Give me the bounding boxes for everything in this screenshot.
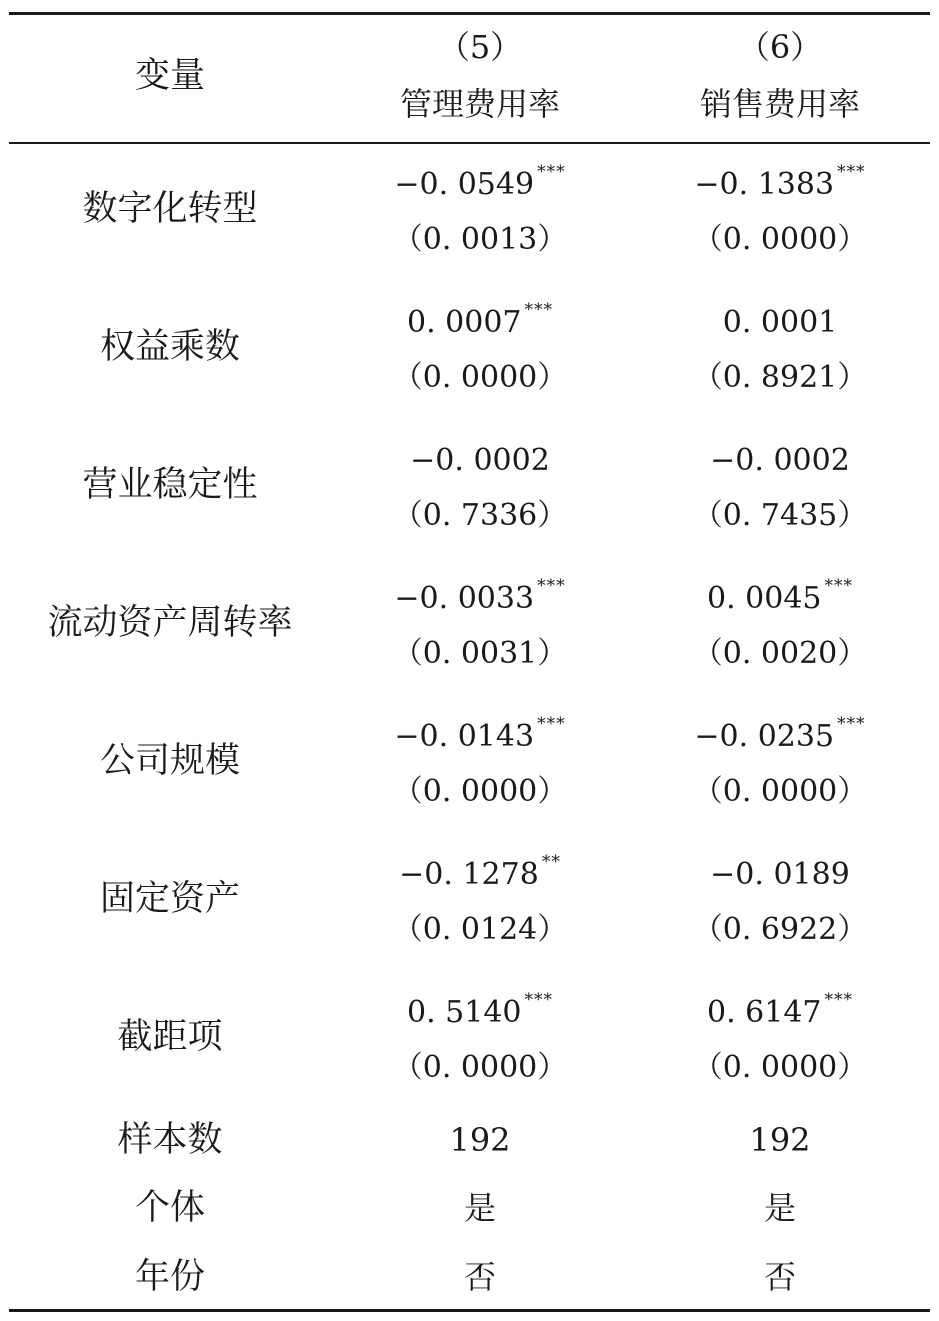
coefficient-value bbox=[630, 857, 930, 892]
significance-stars: *** bbox=[837, 714, 866, 734]
significance-stars: *** bbox=[824, 576, 853, 596]
footer-value: 是 bbox=[763, 1189, 796, 1227]
column-5-number: （5） bbox=[437, 28, 523, 66]
variable-name: 权益乘数 bbox=[99, 327, 240, 367]
coefficient-number: 0. 0045 bbox=[706, 581, 822, 616]
coefficient-number: 0. 0001 bbox=[722, 305, 838, 340]
p-value: （0. 0013） bbox=[392, 222, 568, 257]
table-top-rule bbox=[9, 12, 930, 15]
coefficient-number: 0. 6147 bbox=[706, 995, 822, 1030]
coefficient-value bbox=[330, 300, 630, 340]
coefficient-number: −0. 1383 bbox=[694, 167, 835, 202]
coefficient-number: −0. 0549 bbox=[394, 167, 535, 202]
coefficient-number: 0. 5140 bbox=[406, 995, 522, 1030]
significance-stars: *** bbox=[537, 162, 566, 182]
p-value: （0. 0000） bbox=[392, 1050, 568, 1085]
coefficient-value bbox=[630, 162, 930, 202]
significance-stars: *** bbox=[837, 162, 866, 182]
variable-header: 变量 bbox=[134, 56, 205, 96]
p-value: （0. 0031） bbox=[392, 636, 568, 671]
table-bottom-rule bbox=[9, 1309, 930, 1312]
coefficient-value bbox=[630, 576, 930, 616]
coefficient-number: −0. 0002 bbox=[410, 443, 550, 478]
footer-label: 样本数 bbox=[117, 1120, 223, 1160]
coefficient-value bbox=[330, 162, 630, 202]
coefficient-value bbox=[330, 443, 630, 478]
p-value: （0. 0124） bbox=[392, 912, 568, 947]
header-bottom-rule bbox=[9, 142, 930, 144]
column-6-name: 销售费用率 bbox=[699, 85, 860, 123]
footer-value: 192 bbox=[749, 1121, 811, 1159]
coefficient-value bbox=[330, 576, 630, 616]
variable-name: 截距项 bbox=[117, 1017, 223, 1057]
footer-value: 否 bbox=[763, 1258, 796, 1296]
variable-name: 营业稳定性 bbox=[82, 465, 258, 505]
significance-stars: *** bbox=[537, 576, 566, 596]
column-6-number: （6） bbox=[737, 28, 823, 66]
footer-label: 年份 bbox=[134, 1257, 205, 1297]
coefficient-value bbox=[630, 990, 930, 1030]
p-value: （0. 0000） bbox=[392, 360, 568, 395]
coefficient-number: −0. 0143 bbox=[394, 719, 535, 754]
coefficient-number: −0. 0002 bbox=[710, 443, 850, 478]
footer-value: 否 bbox=[463, 1258, 496, 1296]
coefficient-number: −0. 1278 bbox=[399, 857, 539, 892]
p-value: （0. 7336） bbox=[392, 498, 568, 533]
coefficient-value bbox=[630, 714, 930, 754]
coefficient-value bbox=[330, 852, 630, 892]
p-value: （0. 0000） bbox=[692, 222, 868, 257]
p-value: （0. 6922） bbox=[692, 912, 868, 947]
p-value: （0. 0000） bbox=[692, 1050, 868, 1085]
footer-value: 是 bbox=[463, 1189, 496, 1227]
coefficient-number: −0. 0033 bbox=[394, 581, 535, 616]
p-value: （0. 7435） bbox=[692, 498, 868, 533]
footer-value: 192 bbox=[449, 1121, 511, 1159]
variable-name: 公司规模 bbox=[99, 741, 240, 781]
significance-stars: *** bbox=[824, 990, 853, 1010]
p-value: （0. 0000） bbox=[392, 774, 568, 809]
significance-stars: *** bbox=[537, 714, 566, 734]
significance-stars: *** bbox=[524, 990, 553, 1010]
footer-label: 个体 bbox=[134, 1188, 205, 1228]
variable-name: 数字化转型 bbox=[82, 189, 258, 229]
p-value: （0. 0020） bbox=[692, 636, 868, 671]
significance-stars: ** bbox=[541, 852, 561, 872]
variable-name: 固定资产 bbox=[99, 879, 240, 919]
significance-stars: *** bbox=[524, 300, 553, 320]
coefficient-value bbox=[630, 305, 930, 340]
coefficient-number: −0. 0235 bbox=[694, 719, 835, 754]
coefficient-value bbox=[330, 714, 630, 754]
coefficient-number: −0. 0189 bbox=[710, 857, 850, 892]
coefficient-value bbox=[630, 443, 930, 478]
coefficient-value bbox=[330, 990, 630, 1030]
p-value: （0. 8921） bbox=[692, 360, 868, 395]
variable-name: 流动资产周转率 bbox=[47, 603, 293, 643]
coefficient-number: 0. 0007 bbox=[406, 305, 522, 340]
column-5-name: 管理费用率 bbox=[399, 85, 560, 123]
p-value: （0. 0000） bbox=[692, 774, 868, 809]
